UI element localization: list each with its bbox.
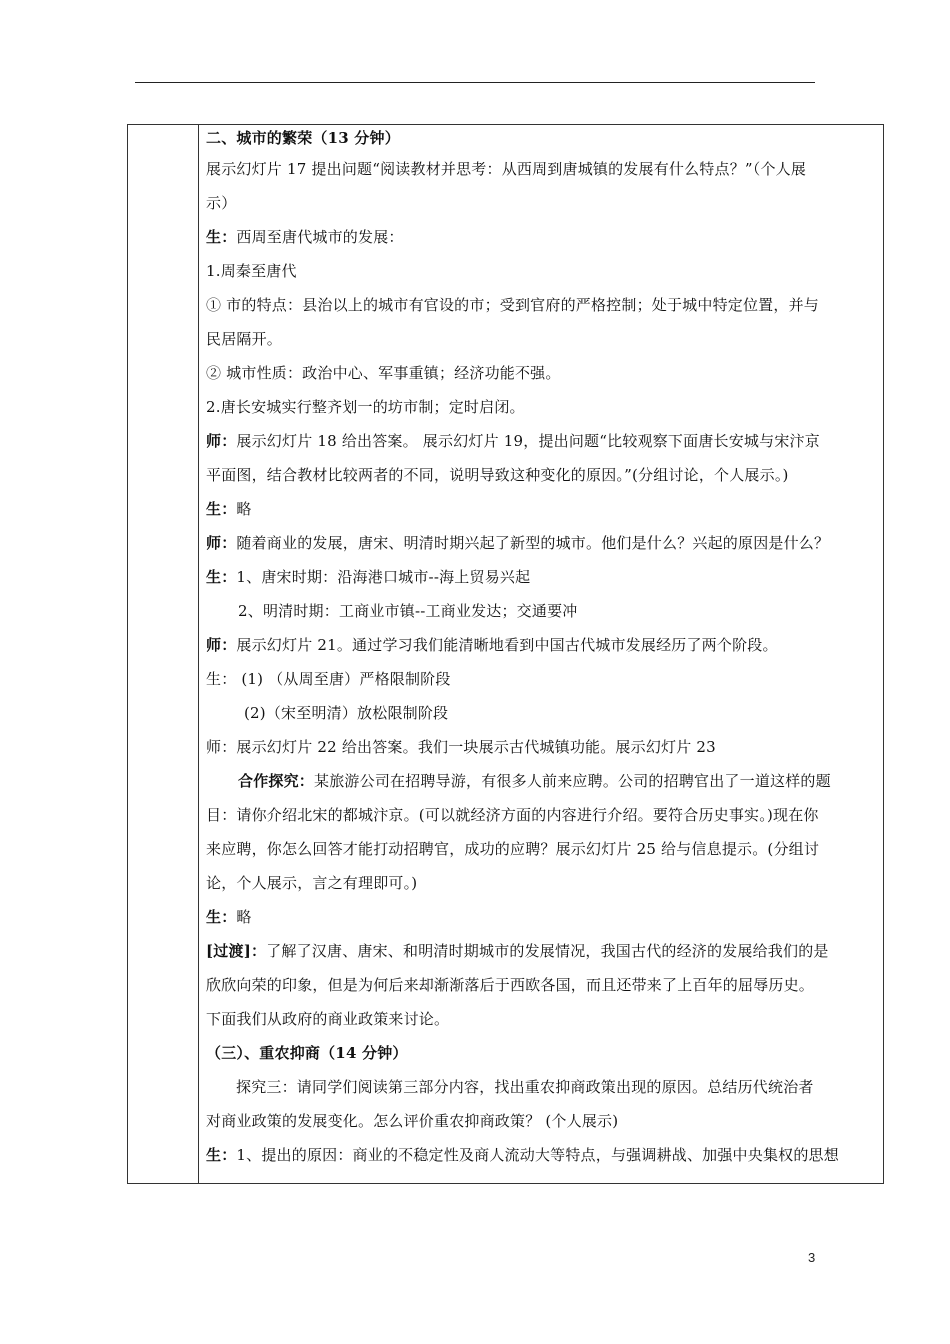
text-line: 来应聘，你怎么回答才能打动招聘官，成功的应聘？展示幻灯片 25 给与信息提示。(分组讨 xyxy=(206,840,820,858)
line-text: 1、唐宋时期：沿海港口城市--海上贸易兴起 xyxy=(236,568,531,586)
text-line: 下面我们从政府的商业政策来讨论。 xyxy=(206,1010,450,1028)
text-line xyxy=(206,934,878,968)
speaker-label: 生： xyxy=(206,1146,237,1164)
text-line xyxy=(206,220,878,254)
text-line: 示） xyxy=(206,194,237,212)
text-line xyxy=(206,492,878,526)
text-line xyxy=(206,900,878,934)
text-line: 探究三：请同学们阅读第三部分内容，找出重农抑商政策出现的原因。总结历代统治者 xyxy=(236,1078,814,1096)
line-text: 某旅游公司在招聘导游，有很多人前来应聘。公司的招聘官出了一道这样的题 xyxy=(314,772,831,790)
line-text: 展示幻灯片 21。通过学习我们能清晰地看到中国古代城市发展经历了两个阶段。 xyxy=(236,636,778,654)
text-line xyxy=(206,526,878,560)
section-title: 二、城市的繁荣（13 分钟） xyxy=(206,129,400,147)
transition-label: [过渡]： xyxy=(206,942,267,960)
text-line: 师：展示幻灯片 22 给出答案。我们一块展示古代城镇功能。展示幻灯片 23 xyxy=(206,738,716,756)
text-line: 对商业政策的发展变化。怎么评价重农抑商政策？ (个人展示) xyxy=(206,1112,619,1130)
speaker-label: 师： xyxy=(206,636,237,654)
line-text: 1、提出的原因：商业的不稳定性及商人流动大等特点，与强调耕战、加强中央集权的思想 xyxy=(236,1146,839,1164)
speaker-label: 师： xyxy=(206,534,237,552)
header-rule xyxy=(135,82,815,83)
text-line: 2、明清时期：工商业市镇--工商业发达；交通要冲 xyxy=(238,602,578,620)
line-text: 略 xyxy=(236,500,252,518)
section-title: （三）、重农抑商（14 分钟） xyxy=(206,1044,408,1062)
line-text: 随着商业的发展，唐宋、明清时期兴起了新型的城市。他们是什么？兴起的原因是什么？ xyxy=(236,534,830,552)
line-text: 西周至唐代城市的发展： xyxy=(236,228,404,246)
text-line xyxy=(206,1138,878,1172)
text-line: 生： (1) （从周至唐）严格限制阶段 xyxy=(206,670,451,688)
text-line: ① 市的特点：县治以上的城市有官设的市；受到官府的严格控制；处于城中特定位置，并与 xyxy=(206,296,819,314)
speaker-label: 生： xyxy=(206,228,237,246)
text-line: 民居隔开。 xyxy=(206,330,283,348)
text-line: 欣欣向荣的印象，但是为何后来却渐渐落后于西欧各国，而且还带来了上百年的屈辱历史。 xyxy=(206,976,815,994)
page-number: 3 xyxy=(808,1250,816,1265)
text-line: 展示幻灯片 17 提出问题“阅读教材并思考：从西周到唐城镇的发展有什么特点？”（个人展 xyxy=(206,160,807,178)
text-line: 2.唐长安城实行整齐划一的坊市制；定时启闭。 xyxy=(206,398,525,416)
text-line: 1.周秦至唐代 xyxy=(206,262,297,280)
text-line xyxy=(206,560,878,594)
text-line: 目：请你介绍北宋的都城汴京。(可以就经济方面的内容进行介绍。要符合历史事实。)现在你 xyxy=(206,806,819,824)
text-line: (2)（宋至明清）放松限制阶段 xyxy=(244,704,449,722)
speaker-label: 师： xyxy=(206,432,237,450)
text-line: ② 城市性质：政治中心、军事重镇；经济功能不强。 xyxy=(206,364,561,382)
line-text: 了解了汉唐、唐宋、和明清时期城市的发展情况，我国古代的经济的发展给我们的是 xyxy=(266,942,829,960)
text-line: 平面图，结合教材比较两者的不同，说明导致这种变化的原因。”(分组讨论，个人展示。) xyxy=(206,466,789,484)
speaker-label: 生： xyxy=(206,500,237,518)
speaker-label: 生： xyxy=(206,908,237,926)
line-text: 略 xyxy=(236,908,252,926)
text-line xyxy=(206,628,878,662)
speaker-label: 生： xyxy=(206,568,237,586)
text-line xyxy=(206,424,878,458)
table-column-divider xyxy=(198,124,199,1184)
lesson-content xyxy=(206,128,878,1172)
line-text: 展示幻灯片 18 给出答案。 展示幻灯片 19，提出问题“比较观察下面唐长安城与宋汴京 xyxy=(236,432,820,450)
activity-label: 合作探究： xyxy=(238,772,315,790)
text-line: 论，个人展示，言之有理即可。) xyxy=(206,874,418,892)
text-line xyxy=(206,764,878,798)
